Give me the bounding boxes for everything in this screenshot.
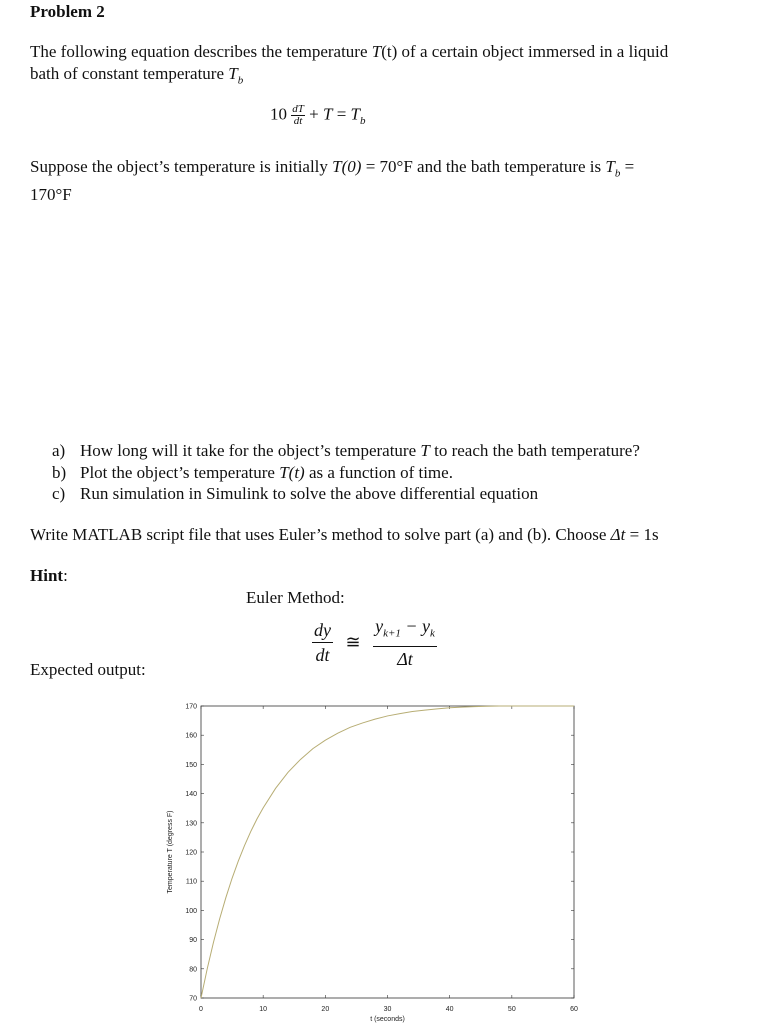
instruction-text: Write MATLAB script file that uses Euler’s method to solve part (a) and (b). Choose Δt = 1s xyxy=(30,525,659,544)
y-axis-label: Temperature T (degress F) xyxy=(167,810,174,894)
conditions-paragraph: Suppose the object’s temperature is initially T(0) = 70°F and the bath temperature is $T_b$ = 170°F xyxy=(30,157,635,205)
plot-frame xyxy=(201,706,574,998)
question-a: a) How long will it take for the object’s temperature T to reach the bath temperature? xyxy=(52,441,640,460)
y-tick-label: 120 xyxy=(185,849,197,857)
euler-method-title: Euler Method: xyxy=(246,588,345,607)
x-axis-label: t (seconds) xyxy=(370,1016,405,1023)
hint-label: Hint: xyxy=(30,566,68,585)
expected-output-label: Expected output: xyxy=(30,660,146,679)
x-tick-label: 50 xyxy=(507,1006,516,1013)
y-tick-label: 140 xyxy=(185,791,197,799)
x-tick-label: 0 xyxy=(199,1006,203,1013)
dy-dt-fraction: $\frac{dy}{dt}$ xyxy=(314,619,331,665)
y-tick-label: 70 xyxy=(189,995,197,1003)
x-tick-label: 20 xyxy=(321,1006,330,1013)
y-tick-label: 130 xyxy=(185,820,197,828)
dT-dt-fraction: $\frac{dT}{dt}$ xyxy=(292,103,304,127)
y-tick-label: 100 xyxy=(185,907,197,915)
y-tick-label: 110 xyxy=(185,878,197,886)
y-tick-label: 160 xyxy=(185,732,197,740)
question-b: b) Plot the object’s temperature T(t) as a function of time. xyxy=(52,462,453,482)
x-tick-label: 10 xyxy=(259,1006,268,1013)
y-tick-label: 170 xyxy=(185,703,197,711)
euler-formula: $\frac{dy}{dt}$ ≅ $\frac{y_{k+1} - y_k}{\Delta t}$ xyxy=(314,616,435,669)
temperature-series-line xyxy=(201,706,574,998)
differential-equation: 10 $\frac{dT}{dt}$ + $T = T_b$ xyxy=(270,103,366,127)
y-tick-label: 90 xyxy=(189,937,197,945)
x-tick-label: 40 xyxy=(445,1006,454,1013)
question-list xyxy=(52,440,640,505)
intro-paragraph: The following equation describes the temperature T(t) of a certain object immersed in a liquid bath of constant temperature $T_b$ xyxy=(30,42,669,87)
question-c: c) Run simulation in Simulink to solve the above differential equation xyxy=(52,484,539,503)
x-tick-label: 30 xyxy=(383,1006,392,1013)
y-tick-label: 150 xyxy=(185,761,197,769)
y-tick-label: 80 xyxy=(189,966,197,974)
x-tick-label: 60 xyxy=(570,1006,578,1013)
difference-quotient: $\frac{y_{k+1} - y_k}{\Delta t}$ xyxy=(375,616,435,669)
problem-title: Problem 2 xyxy=(30,2,105,21)
temperature-chart xyxy=(160,698,590,1024)
